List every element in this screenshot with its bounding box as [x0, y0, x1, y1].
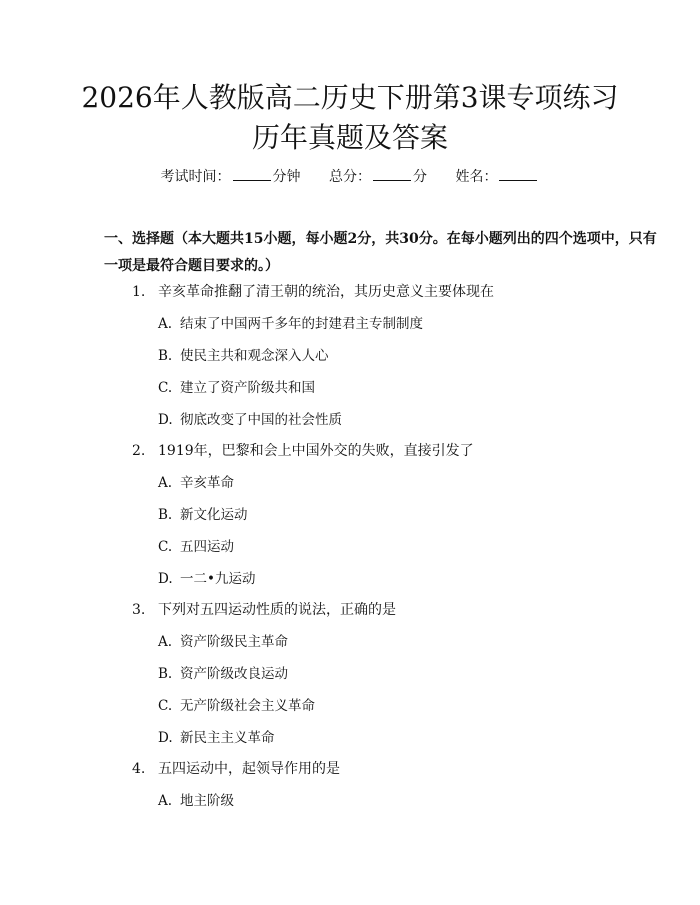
q1-option-d: [158, 410, 342, 430]
exam-info-row: [0, 166, 700, 188]
exam-time-label: 考试时间：: [160, 169, 231, 185]
option-text: 建立了资产阶级共和国: [180, 380, 315, 396]
option-text: 地主阶级: [180, 793, 234, 809]
exam-time-unit: 分钟: [272, 169, 301, 185]
q1-option-b: [158, 346, 329, 366]
option-letter: C.: [158, 539, 173, 555]
option-text: 结束了中国两千多年的封建君主专制制度: [180, 316, 423, 332]
option-text: 彻底改变了中国的社会性质: [180, 412, 342, 428]
option-text: 使民主共和观念深入人心: [180, 348, 329, 364]
q2-option-c: [158, 537, 234, 557]
question-4: [132, 759, 340, 779]
option-letter: D.: [158, 730, 173, 746]
section-heading: 一、选择题（本大题共15小题，每小题2分，共30分。在每小题列出的四个选项中，只有一项是最符合题目要求的。）: [104, 231, 657, 274]
option-text: 新民主主义革命: [180, 730, 275, 746]
option-letter: A.: [158, 316, 173, 332]
exam-time-blank: [233, 166, 271, 181]
option-text: 资产阶级民主革命: [180, 634, 288, 650]
option-letter: D.: [158, 412, 173, 428]
option-text: 一二•九运动: [180, 571, 256, 587]
option-letter: B.: [158, 666, 173, 682]
option-letter: A.: [158, 793, 173, 809]
option-text: 五四运动: [180, 539, 234, 555]
q1-option-a: [158, 314, 423, 334]
q3-option-a: [158, 632, 288, 652]
option-text: 新文化运动: [180, 507, 248, 523]
option-text: 无产阶级社会主义革命: [180, 698, 315, 714]
student-name-label: 姓名：: [455, 169, 498, 185]
total-score-label: 总分：: [329, 169, 371, 185]
option-letter: C.: [158, 380, 173, 396]
question-number: 2.: [132, 443, 146, 459]
q4-option-a: [158, 791, 234, 811]
question-2: [132, 441, 474, 461]
total-score-blank: [373, 166, 411, 181]
option-letter: D.: [158, 571, 173, 587]
option-text: 辛亥革命: [180, 475, 234, 491]
question-number: 4.: [132, 761, 146, 777]
option-letter: B.: [158, 507, 173, 523]
q1-option-c: [158, 378, 315, 398]
option-text: 资产阶级改良运动: [180, 666, 288, 682]
question-3: [132, 600, 396, 620]
question-number: 3.: [132, 602, 146, 618]
student-name-blank: [499, 166, 537, 181]
student-name-field: [455, 166, 539, 188]
question-text: 下列对五四运动性质的说法，正确的是: [158, 602, 396, 618]
question-text: 辛亥革命推翻了清王朝的统治，其历史意义主要体现在: [158, 284, 494, 300]
q2-option-d: [158, 569, 255, 589]
exam-time-field: [161, 166, 301, 188]
q2-option-b: [158, 505, 248, 525]
document-title-line2: 历年真题及答案: [251, 121, 448, 154]
question-1: [132, 282, 494, 302]
question-number: 1.: [132, 284, 146, 300]
question-text: 1919年，巴黎和会上中国外交的失败，直接引发了: [158, 443, 474, 459]
total-score-field: [329, 166, 427, 188]
total-score-unit: 分: [413, 169, 427, 185]
q2-option-a: [158, 473, 234, 493]
question-text: 五四运动中，起领导作用的是: [158, 761, 340, 777]
document-title-line1: 2026年人教版高二历史下册第3课专项练习: [81, 81, 619, 114]
option-letter: B.: [158, 348, 173, 364]
option-letter: A.: [158, 475, 173, 491]
q3-option-d: [158, 728, 275, 748]
q3-option-c: [158, 696, 315, 716]
q3-option-b: [158, 664, 288, 684]
option-letter: C.: [158, 698, 173, 714]
option-letter: A.: [158, 634, 173, 650]
